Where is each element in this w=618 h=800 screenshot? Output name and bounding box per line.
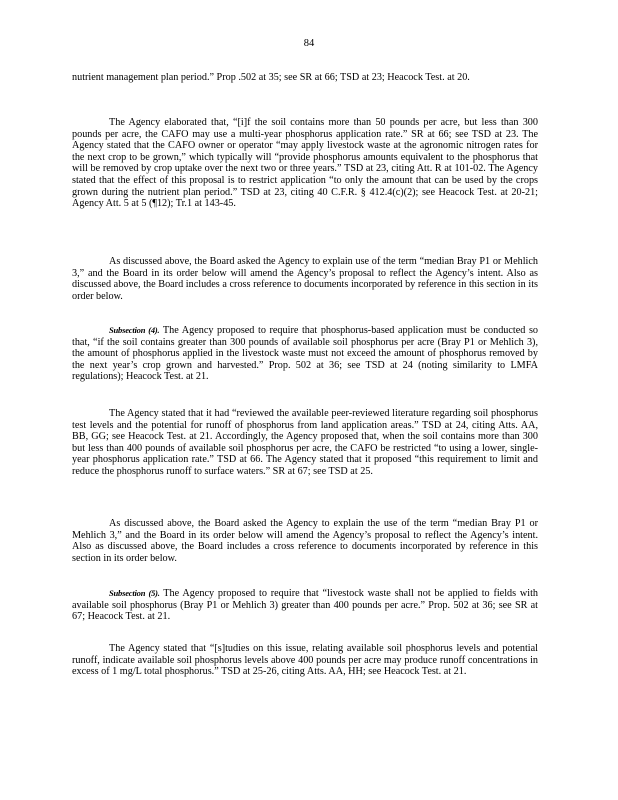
- subsection-label: Subsection (5).: [109, 588, 160, 598]
- paragraph-text: nutrient management plan period.” Prop .502 at 35; see SR at 66; TSD at 23; Heacock Test. at 20.: [72, 72, 470, 83]
- paragraph-text: The Agency elaborated that, “[i]f the soil contains more than 50 pounds per acre, but less than 300 pounds per acre, the CAFO may use a multi-year phosphorus application rate.” SR at 66; see TSD at 23. The Agency stated that the CAFO owner or operator “may apply livestock waste at the agronomic nitrogen rates for the next crop to be grown,” which typically will “provide phosphorus amounts equivalent to the phosphorus that will be removed by crop uptake over the next two or three years.” TSD at 23, citing Att. R at 101-02. The Agency stated that the effect of this proposal is to restrict application “to only the amount that can be used by the crops grown during the nutrient plan period.” TSD at 23, citing 40 C.F.R. § 412.4(c)(2); see Heacock Test. at 20-21; Agency Att. 5 at 5 (¶12); Tr.1 at 143-45.: [72, 117, 538, 210]
- paragraph-7: [72, 588, 538, 623]
- paragraph-4: [72, 325, 538, 383]
- page-number: 84: [303, 38, 315, 49]
- paragraph-1: [72, 72, 538, 84]
- paragraph-6: [72, 518, 538, 564]
- paragraph-text: The Agency proposed to require that “livestock waste shall not be applied to fields with available soil phosphorus (Bray P1 or Mehlich 3) greater than 400 pounds per acre.” Prop. 502 at 36; see SR at 67; Heacock Test. at 21.: [72, 588, 538, 623]
- paragraph-text: The Agency proposed to require that phosphorus-based application must be conducted so that, “if the soil contains greater than 300 pounds of available soil phosphorus per acre (Bray P1 or Mehlich 3), the amount of phosphorus applied in the livestock waste must not exceed the amount of phosphorus removed by the next year’s crop grown and harvested.” Prop. 502 at 36; see TSD at 24 (noting similarity to LMFA regulations); Heacock Test. at 21.: [72, 325, 538, 383]
- paragraph-2: [72, 117, 538, 210]
- paragraph-text: As discussed above, the Board asked the Agency to explain use of the term “median Bray P1 or Mehlich 3,” and the Board in its order below will amend the Agency’s proposal to reflect the Agency’s intent. Also as discussed above, the Board includes a cross reference to documents incorporated by reference in this section in its order below.: [72, 256, 538, 302]
- paragraph-text: As discussed above, the Board asked the Agency to explain the use of the term “median Bray P1 or Mehlich 3,” and the Board in its order below will amend the Agency’s proposal to reflect the Agency’s intent. Also as discussed above, the Board includes a cross reference to documents incorporated by reference in this section in its order below.: [72, 518, 538, 564]
- paragraph-5: [72, 408, 538, 478]
- paragraph-8: [72, 643, 538, 678]
- paragraph-3: [72, 256, 538, 302]
- subsection-label: Subsection (4).: [109, 325, 160, 335]
- paragraph-text: The Agency stated that “[s]tudies on this issue, relating available soil phosphorus levels and potential runoff, indicate available soil phosphorus levels above 400 pounds per acre may produce runoff concentrations in excess of 1 mg/L total phosphorus.” TSD at 25-26, citing Atts. AA, HH; see Heacock Test. at 21.: [72, 643, 538, 678]
- paragraph-text: The Agency stated that it had “reviewed the available peer-reviewed literature regarding soil phosphorus test levels and the potential for runoff of phosphorus from land application areas.” TSD at 24, citing Atts. AA, BB, GG; see Heacock Test. at 21. Accordingly, the Agency proposed that, when the soil contains more than 300 but less than 400 pounds of available soil phosphorus per acre, the CAFO be restricted “to using a lower, single-year phosphorus application rate.” TSD at 66. The Agency stated that it proposed “this requirement to limit and reduce the phosphorus runoff to surface waters.” SR at 67; see TSD at 25.: [72, 408, 538, 477]
